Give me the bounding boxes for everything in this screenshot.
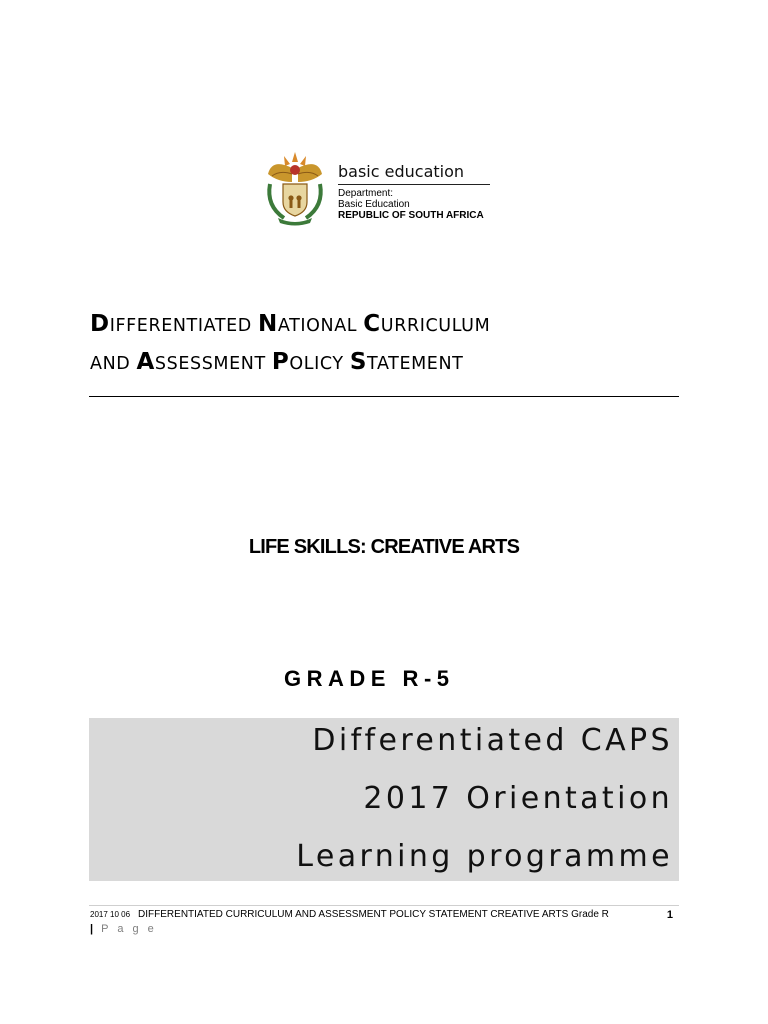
title-word-cap: S bbox=[349, 349, 368, 375]
subject-heading: LIFE SKILLS: CREATIVE ARTS bbox=[248, 536, 520, 558]
department-logo bbox=[262, 148, 494, 228]
title-word-rest: IFFERENTIATED bbox=[109, 316, 259, 336]
title-word-cap: P bbox=[271, 349, 290, 375]
footer-text: DIFFERENTIATED CURRICULUM AND ASSESSMENT POLICY STATEMENT CREATIVE ARTS Grade R bbox=[138, 909, 609, 920]
programme-line-2: 2017 Orientation bbox=[363, 781, 673, 816]
title-word-cap: D bbox=[90, 311, 110, 337]
logo-country: REPUBLIC OF SOUTH AFRICA bbox=[338, 210, 484, 221]
title-word-cap: A bbox=[136, 349, 155, 375]
document-title-line-2 bbox=[90, 344, 690, 382]
logo-department-label: Department: bbox=[338, 188, 394, 199]
title-word-cap: C bbox=[363, 311, 381, 337]
footer-date: 2017 10 06 bbox=[90, 910, 131, 919]
programme-line-3: Learning programme bbox=[296, 839, 673, 874]
title-word-cap: N bbox=[258, 311, 278, 337]
coat-of-arms-icon bbox=[262, 148, 328, 226]
logo-divider bbox=[338, 184, 490, 185]
title-word-rest: SSESSMENT bbox=[154, 354, 272, 374]
title-word-rest: TATEMENT bbox=[367, 354, 464, 374]
title-word-rest: ATIONAL bbox=[277, 316, 364, 336]
title-word-rest: AND bbox=[90, 354, 137, 374]
grade-heading: GRADE R-5 bbox=[284, 666, 455, 691]
footer-divider bbox=[89, 905, 679, 906]
document-title bbox=[90, 306, 690, 382]
page-footer bbox=[90, 908, 680, 922]
title-divider bbox=[89, 396, 679, 397]
page-label-text: P a g e bbox=[101, 923, 157, 935]
logo-text bbox=[338, 162, 494, 221]
footer-page-number: 1 bbox=[666, 909, 673, 921]
page-separator: | bbox=[90, 923, 96, 935]
title-word-rest: OLICY bbox=[289, 354, 350, 374]
programme-banner bbox=[89, 718, 679, 881]
programme-line-1: Differentiated CAPS bbox=[312, 723, 673, 758]
logo-department-name: Basic Education bbox=[338, 199, 410, 210]
title-word-rest: URRICULUM bbox=[380, 316, 491, 336]
page-label bbox=[90, 923, 157, 935]
document-title-line-1 bbox=[90, 306, 690, 344]
logo-title: basic education bbox=[338, 162, 465, 181]
